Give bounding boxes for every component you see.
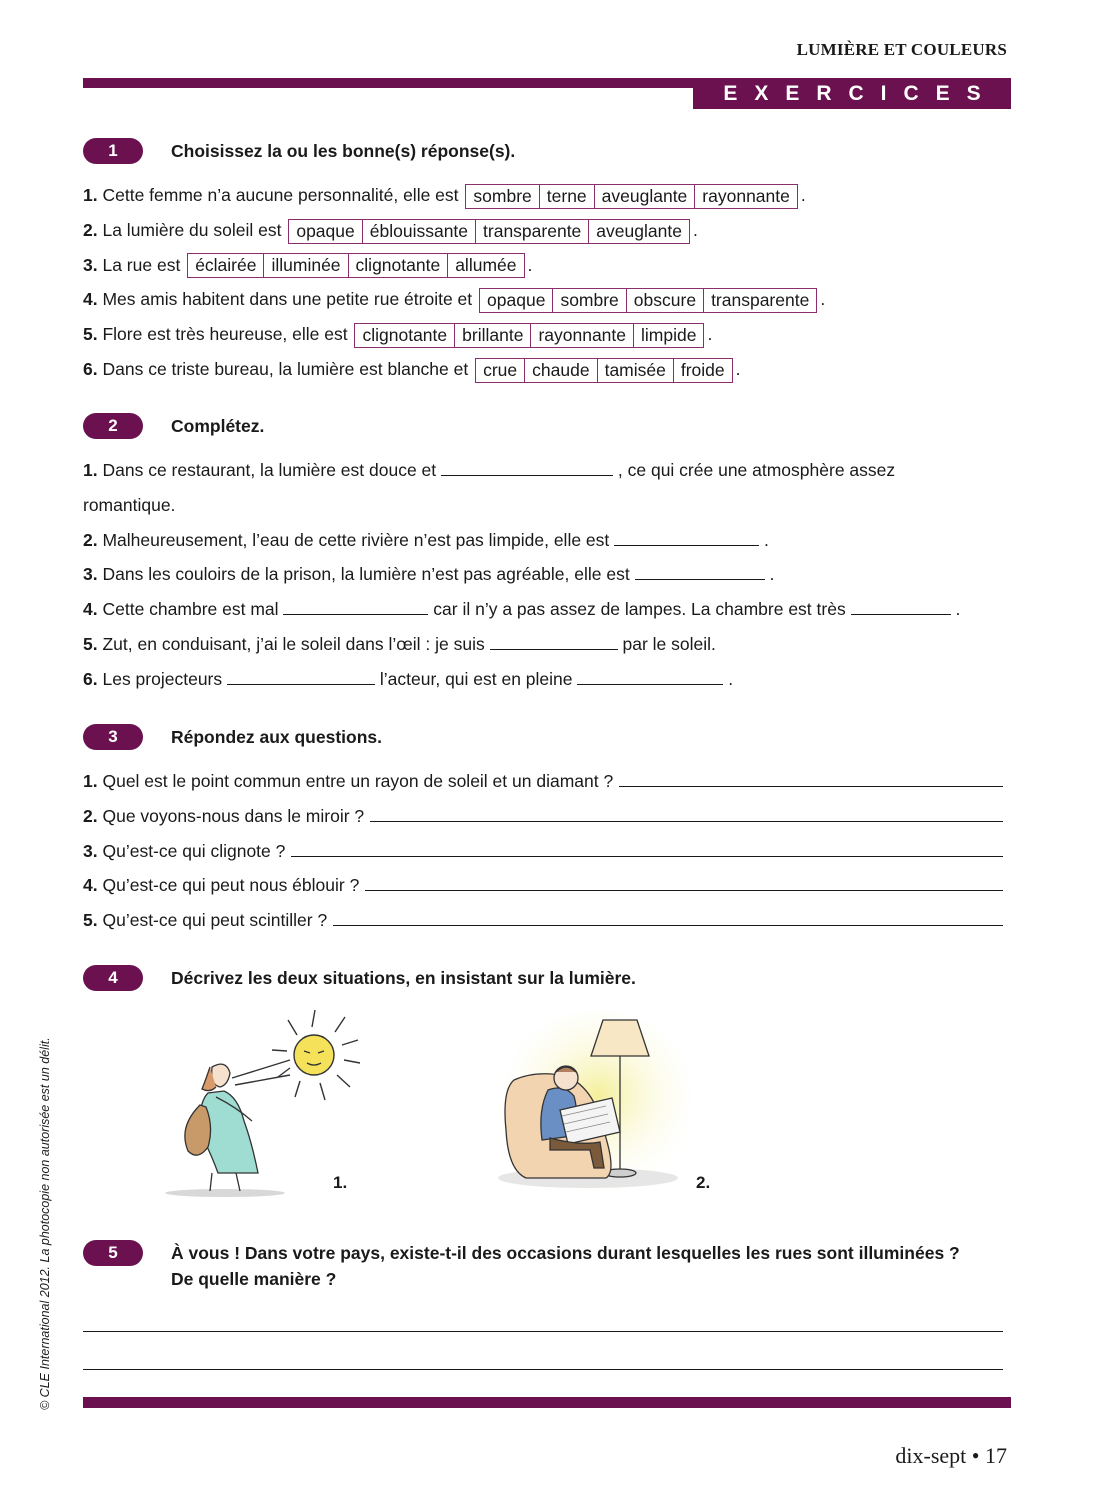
copyright-notice: © CLE International 2012. La photocopie non autorisée est un délit. <box>38 1037 52 1410</box>
choice-option[interactable]: tamisée <box>597 359 673 382</box>
question-item: 4. Qu’est-ce qui peut nous éblouir ? <box>83 868 1003 903</box>
choice-option[interactable]: sombre <box>473 185 532 206</box>
choice-option[interactable]: transparente <box>475 220 588 243</box>
choice-option[interactable]: illuminée <box>263 254 347 277</box>
exercise-title: Répondez aux questions. <box>171 726 382 747</box>
choice-option[interactable]: crue <box>483 359 518 380</box>
choice-option[interactable]: opaque <box>487 290 546 311</box>
choice-option[interactable]: allumée <box>447 254 523 277</box>
choice-option[interactable]: clignotante <box>362 325 448 346</box>
choice-option[interactable]: brillante <box>454 324 530 347</box>
choice-option[interactable]: obscure <box>626 289 703 312</box>
woman-and-sun-illustration <box>150 1005 380 1200</box>
exercise-number-badge: 3 <box>83 724 143 750</box>
exercise-title: Complétez. <box>171 415 265 436</box>
answer-blank[interactable] <box>370 807 1003 822</box>
illustration-1-label: 1. <box>333 1173 348 1192</box>
answer-line[interactable] <box>83 1331 1003 1332</box>
answer-blank[interactable] <box>365 876 1003 891</box>
fill-item: 5. Zut, en conduisant, j’ai le soleil dans l’œil : je suis par le soleil. <box>83 633 716 654</box>
exercise-3 <box>83 724 1003 938</box>
bottom-rule <box>83 1397 1011 1408</box>
choice-item: 2. La lumière du soleil est opaque éblouissante transparente aveuglante . <box>83 213 1013 248</box>
answer-blank[interactable] <box>291 842 1003 857</box>
choice-option[interactable]: éblouissante <box>362 220 475 243</box>
choice-option[interactable]: froide <box>673 359 732 382</box>
choice-group <box>479 288 817 313</box>
fill-item-continued: romantique. <box>83 494 176 515</box>
choice-group <box>288 219 690 244</box>
choice-option[interactable]: rayonnante <box>694 185 797 208</box>
exercise-number-badge: 2 <box>83 413 143 439</box>
answer-blank[interactable] <box>619 772 1003 787</box>
choice-item: 3. La rue est éclairée illuminée clignotante allumée . <box>83 248 1013 283</box>
choice-group <box>465 184 797 209</box>
exercise-1 <box>83 138 1013 387</box>
folio-text: dix-sept <box>895 1443 967 1468</box>
blank[interactable] <box>635 563 765 580</box>
exercise-title: Décrivez les deux situations, en insistant sur la lumière. <box>171 967 636 988</box>
question-item: 3. Qu’est-ce qui clignote ? <box>83 834 1003 869</box>
blank[interactable] <box>577 668 723 685</box>
choice-group <box>475 358 733 383</box>
exercise-title-line2: De quelle manière ? <box>171 1269 337 1289</box>
choice-option[interactable]: éclairée <box>195 255 257 276</box>
exercise-number-badge: 4 <box>83 965 143 991</box>
exercise-title: Choisissez la ou les bonne(s) réponse(s). <box>171 140 516 161</box>
blank[interactable] <box>227 668 375 685</box>
question-item: 2. Que voyons-nous dans le miroir ? <box>83 799 1003 834</box>
choice-option[interactable]: rayonnante <box>530 324 633 347</box>
choice-group <box>354 323 704 348</box>
answer-blank[interactable] <box>333 911 1003 926</box>
choice-item: 1. Cette femme n’a aucune personnalité, elle est sombre terne aveuglante rayonnante . <box>83 178 1013 213</box>
illustration-2-label: 2. <box>696 1173 711 1192</box>
fill-item: 6. Les projecteurs l’acteur, qui est en pleine . <box>83 668 734 689</box>
choice-option[interactable]: aveuglante <box>588 220 689 243</box>
exercise-number-badge: 5 <box>83 1240 143 1266</box>
page-folio <box>895 1443 1007 1469</box>
fill-item: 2. Malheureusement, l’eau de cette rivière n’est pas limpide, elle est . <box>83 529 769 550</box>
blank[interactable] <box>490 633 618 650</box>
blank[interactable] <box>283 598 428 615</box>
choice-item: 6. Dans ce triste bureau, la lumière est blanche et crue chaude tamisée froide . <box>83 352 1013 387</box>
blank[interactable] <box>441 459 613 476</box>
question-item: 5. Qu’est-ce qui peut scintiller ? <box>83 903 1003 938</box>
choice-option[interactable]: aveuglante <box>594 185 695 208</box>
answer-line[interactable] <box>83 1369 1003 1370</box>
fill-item: 3. Dans les couloirs de la prison, la lumière n’est pas agréable, elle est . <box>83 564 775 585</box>
blank[interactable] <box>614 529 759 546</box>
choice-item: 5. Flore est très heureuse, elle est clignotante brillante rayonnante limpide . <box>83 317 1013 352</box>
exercise-2 <box>83 413 1013 697</box>
choice-option[interactable]: limpide <box>633 324 703 347</box>
choice-option[interactable]: terne <box>539 185 594 208</box>
exercise-title: À vous ! Dans votre pays, existe-t-il des occasions durant lesquelles les rues sont illuminées ? <box>171 1243 960 1263</box>
exercise-number-badge: 1 <box>83 138 143 164</box>
section-tab: EXERCICES <box>693 78 1011 109</box>
fill-item: 1. Dans ce restaurant, la lumière est douce et , ce qui crée une atmosphère assez <box>83 460 896 480</box>
choice-option[interactable]: sombre <box>552 289 625 312</box>
page-number: 17 <box>985 1443 1007 1468</box>
exercise-1-items <box>83 178 1013 387</box>
question-item: 1. Quel est le point commun entre un rayon de soleil et un diamant ? <box>83 764 1003 799</box>
blank[interactable] <box>851 598 951 615</box>
choice-option[interactable]: opaque <box>296 220 355 241</box>
choice-group <box>187 253 524 278</box>
man-reading-under-lamp-illustration <box>478 1010 693 1200</box>
choice-item: 4. Mes amis habitent dans une petite rue étroite et opaque sombre obscure transparente . <box>83 282 1013 317</box>
exercise-4 <box>83 965 1013 1005</box>
choice-option[interactable]: chaude <box>524 359 596 382</box>
folio-bullet: • <box>971 1443 980 1468</box>
fill-item: 4. Cette chambre est mal car il n’y a pas assez de lampes. La chambre est très . <box>83 599 961 620</box>
choice-option[interactable]: transparente <box>703 289 816 312</box>
running-head: LUMIÈRE ET COULEURS <box>796 40 1007 59</box>
exercise-5 <box>83 1240 1013 1292</box>
choice-option[interactable]: clignotante <box>348 254 448 277</box>
